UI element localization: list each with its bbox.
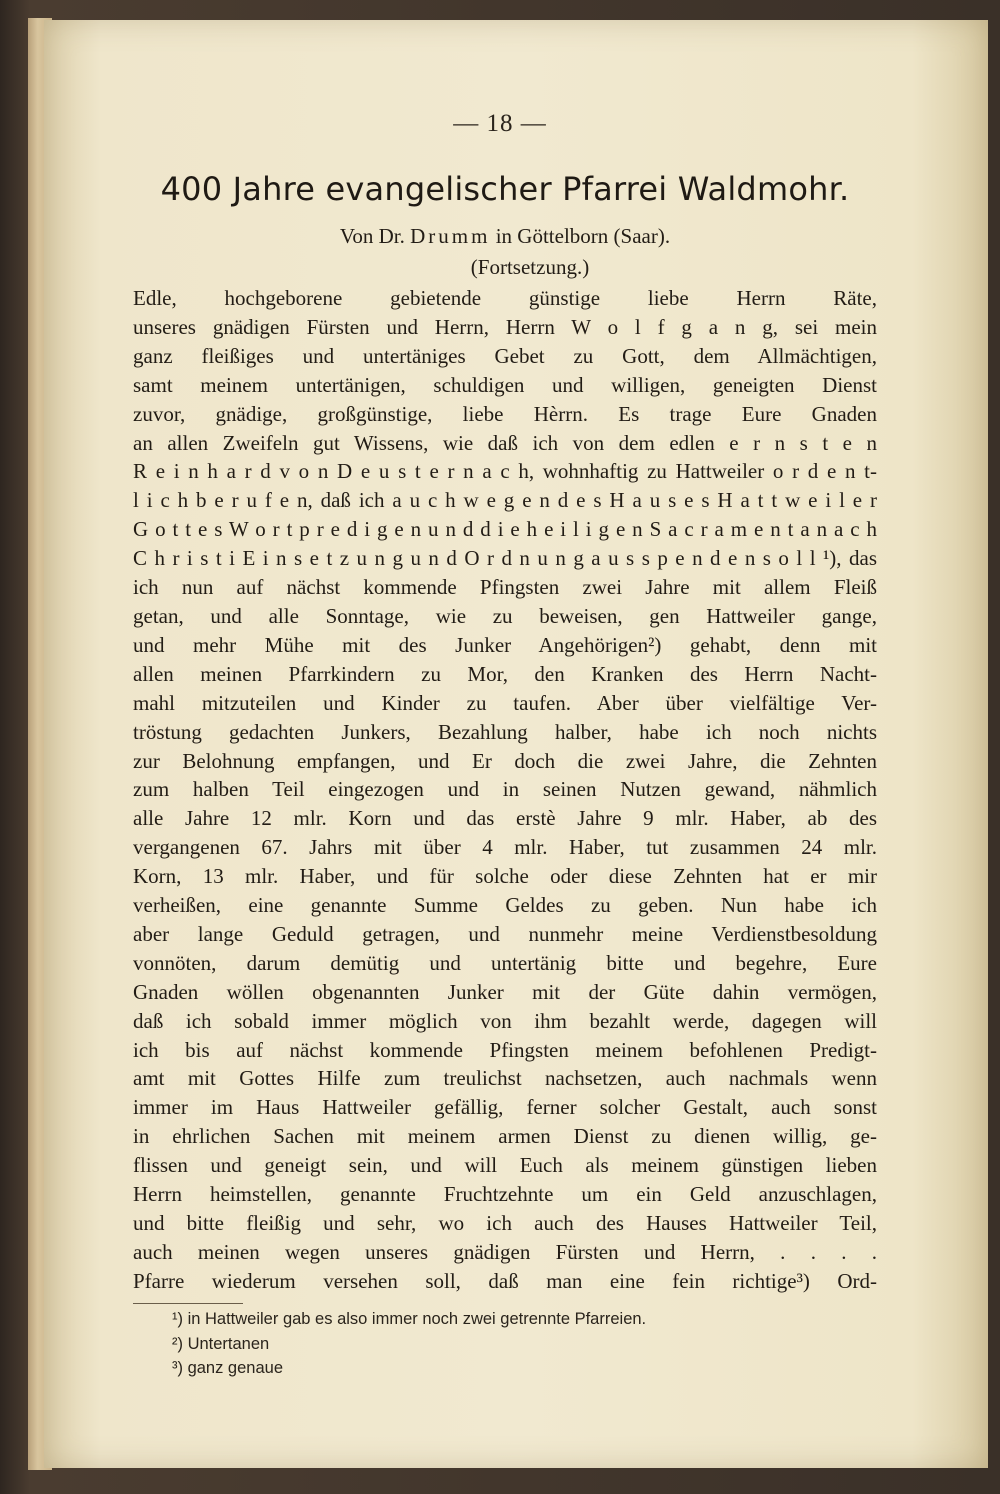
byline-suffix: in Göttelborn (Saar). — [495, 224, 671, 248]
byline-prefix: Von Dr. — [339, 224, 405, 248]
footnote: ³) ganz genaue — [172, 1359, 283, 1377]
text-line: flissen und geneigt sein, und will Euch als meinem günstigen lieben — [133, 1153, 877, 1178]
text-line: Gnaden wöllen obgenannten Junker mit der Güte dahin vermögen, — [133, 979, 877, 1004]
text-line: ganz fleißiges und untertäniges Gebet zu Gott, dem Allmächtigen, — [133, 343, 877, 368]
text-line: in ehrlichen Sachen mit meinem armen Dienst zu dienen willig, ge- — [133, 1124, 877, 1149]
byline — [130, 224, 880, 249]
text-line: getan, und alle Sonntage, wie zu beweisen, gen Hattweiler gange, — [133, 603, 877, 628]
text-line: alle Jahre 12 mlr. Korn und das erstè Jahre 9 mlr. Haber, ab des — [133, 806, 877, 831]
text-line: ich nun auf nächst kommende Pfingsten zwei Jahre mit allem Fleiß — [133, 575, 877, 600]
text-line: amt mit Gottes Hilfe zum treulichst nachsetzen, auch nachmals wenn — [133, 1066, 877, 1091]
text-line: C h r i s t i E i n s e t z u n g u n d O r d n u n g a u s s p e n d e n s o l l ¹), das — [133, 546, 877, 571]
text-line: daß ich sobald immer möglich von ihm bezahlt werde, dagegen will — [133, 1008, 877, 1033]
text-line: ich bis auf nächst kommende Pfingsten meinem befohlenen Predigt- — [133, 1037, 877, 1062]
article-title: 400 Jahre evangelischer Pfarrei Waldmohr. — [160, 170, 850, 208]
text-line: aber lange Geduld getragen, und nunmehr meine Verdienstbesoldung — [133, 921, 877, 946]
text-line: zur Belohnung empfangen, und Er doch die zwei Jahre, die Zehnten — [133, 748, 877, 773]
text-line: l i c h b e r u f e n, daß ich a u c h w e g e n d e s H a u s e s H a t t w e i l e r — [133, 488, 877, 513]
footnote-divider — [133, 1303, 243, 1304]
text-line: samt meinem untertänigen, schuldigen und willigen, geneigten Dienst — [133, 372, 877, 397]
text-line: und bitte fleißig und sehr, wo ich auch des Hauses Hattweiler Teil, — [133, 1211, 877, 1235]
text-line: G o t t e s W o r t p r e d i g e n u n d d i e h e i l i g e n S a c r a m e n t a n a c h — [133, 517, 877, 542]
footnote: ¹) in Hattweiler gab es also immer noch zwei getrennte Pfarreien. — [172, 1310, 647, 1328]
text-line: unseres gnädigen Fürsten und Herrn, Herrn W o l f g a n g, sei mein — [133, 314, 877, 339]
text-line: zuvor, gnädige, großgünstige, liebe Hèrrn. Es trage Eure Gnaden — [133, 401, 877, 426]
text-line: R e i n h a r d v o n D e u s t e r n a c h, wohnhaftig zu Hattweiler o r d e n t- — [133, 459, 877, 484]
text-line: auch meinen wegen unseres gnädigen Fürsten und Herrn, . . . . — [133, 1239, 877, 1264]
text-line: verheißen, eine genannte Summe Geldes zu geben. Nun habe ich — [133, 893, 877, 918]
text-line: Korn, 13 mlr. Haber, und für solche oder diese Zehnten hat er mir — [133, 864, 877, 889]
text-line: allen meinen Pfarrkindern zu Mor, den Kranken des Herrn Nacht- — [133, 661, 877, 686]
text-line: tröstung gedachten Junkers, Bezahlung halber, habe ich noch nichts — [133, 719, 877, 744]
continued-note: (Fortsetzung.) — [470, 255, 590, 279]
text-line: Pfarre wiederum versehen soll, daß man eine fein richtige³) Ord- — [133, 1268, 877, 1293]
body-text — [133, 284, 877, 1296]
byline-author: Drumm — [410, 224, 491, 248]
footnote: ²) Untertanen — [172, 1334, 270, 1353]
footnotes — [172, 1307, 832, 1381]
page-number: — 18 — — [453, 110, 547, 137]
text-line: an allen Zweifeln gut Wissens, wie daß ich von dem edlen e r n s t e n — [133, 430, 877, 455]
text-line: Herrn heimstellen, genannte Fruchtzehnte um ein Geld anzuschlagen, — [133, 1182, 877, 1207]
text-line: zum halben Teil eingezogen und in seinen Nutzen gewand, nähmlich — [133, 777, 877, 802]
text-line: immer im Haus Hattweiler gefällig, ferner solcher Gestalt, auch sonst — [133, 1095, 877, 1120]
text-line: vonnöten, darum demütig und untertänig bitte und begehre, Eure — [133, 950, 877, 975]
text-line: Edle, hochgeborene gebietende günstige liebe Herrn Räte, — [133, 286, 877, 310]
text-line: vergangenen 67. Jahrs mit über 4 mlr. Haber, tut zusammen 24 mlr. — [133, 835, 877, 860]
text-line: mahl mitzuteilen und Kinder zu taufen. Aber über vielfältige Ver- — [133, 690, 877, 715]
text-line: und mehr Mühe mit des Junker Angehörigen²) gehabt, denn mit — [133, 632, 877, 657]
